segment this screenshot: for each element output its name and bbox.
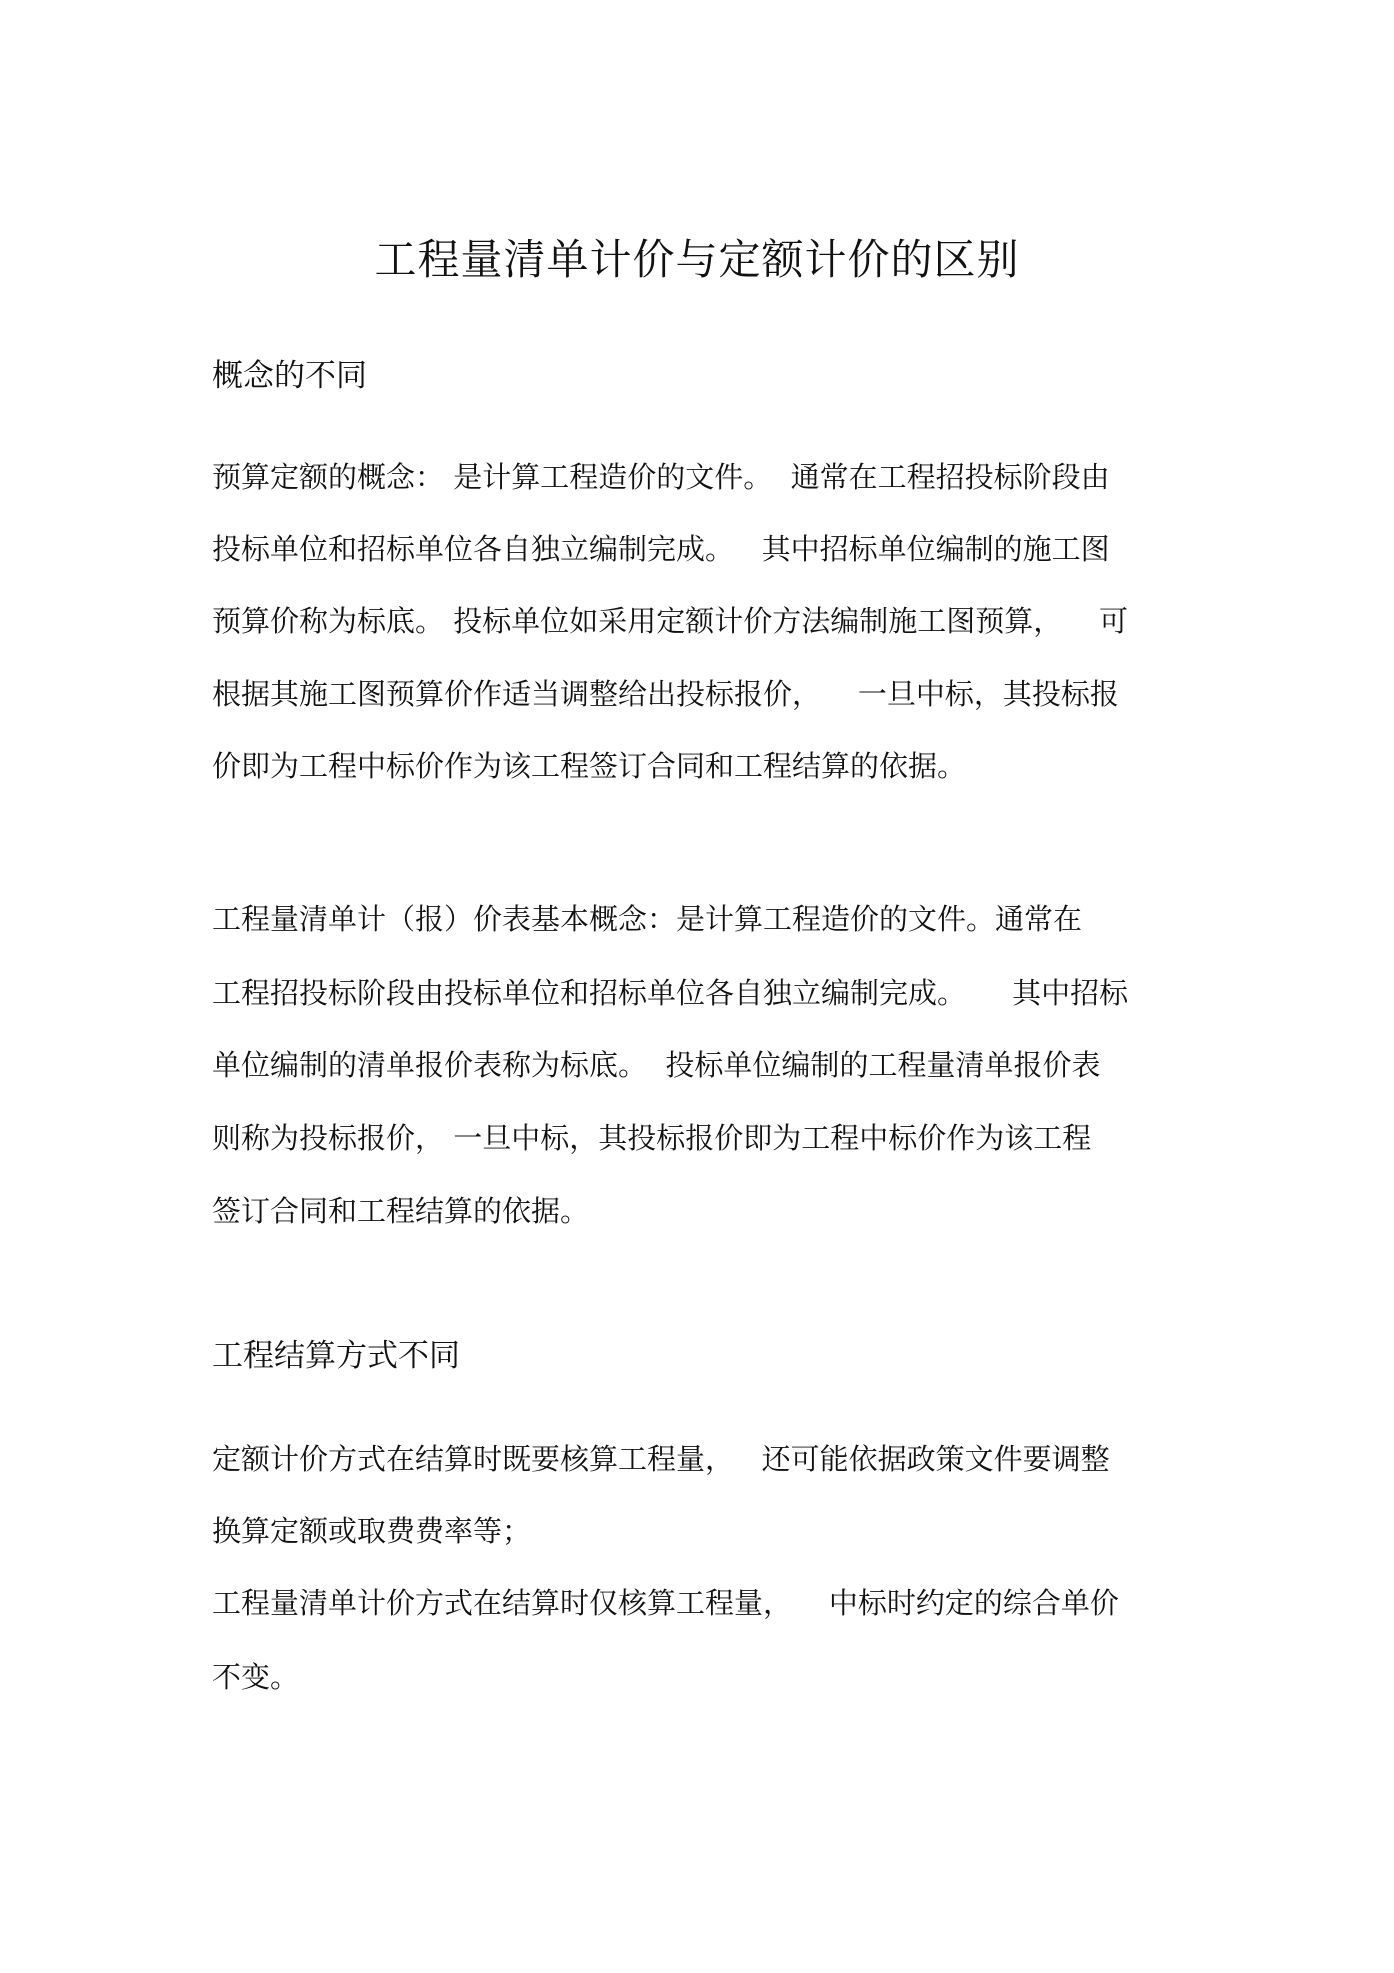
paragraph-line: 单位编制的清单报价表称为标底。 投标单位编制的工程量清单报价表 xyxy=(212,1048,1101,1082)
paragraph-line: 签订合同和工程结算的依据。 xyxy=(212,1194,590,1228)
paragraph-line: 不变。 xyxy=(212,1660,300,1694)
paragraph-line: 根据其施工图预算价作适当调整给出投标报价， 一旦中标，其投标报 xyxy=(212,677,1119,711)
paragraph-line: 工程招投标阶段由投标单位和招标单位各自独立编制完成。 其中招标 xyxy=(212,976,1129,1010)
paragraph-line: 投标单位和招标单位各自独立编制完成。 其中招标单位编制的施工图 xyxy=(212,532,1110,566)
paragraph-line: 价即为工程中标价作为该工程签订合同和工程结算的依据。 xyxy=(212,749,967,783)
paragraph-line: 预算价称为标底。 投标单位如采用定额计价方法编制施工图预算， 可 xyxy=(212,604,1129,638)
paragraph-line: 换算定额或取费费率等； xyxy=(212,1514,532,1548)
paragraph-line: 工程量清单计（报）价表基本概念：是计算工程造价的文件。通常在 xyxy=(212,902,1083,936)
paragraph-line: 预算定额的概念： 是计算工程造价的文件。 通常在工程招投标阶段由 xyxy=(212,460,1110,494)
paragraph-line: 则称为投标报价， 一旦中标，其投标报价即为工程中标价作为该工程 xyxy=(212,1121,1092,1155)
document-title: 工程量清单计价与定额计价的区别 xyxy=(374,235,1020,284)
section-heading-settlement: 工程结算方式不同 xyxy=(212,1338,460,1374)
section-heading-concept: 概念的不同 xyxy=(212,358,367,394)
paragraph-line: 定额计价方式在结算时既要核算工程量， 还可能依据政策文件要调整 xyxy=(212,1442,1110,1476)
paragraph-line: 工程量清单计价方式在结算时仅核算工程量， 中标时约定的综合单价 xyxy=(212,1586,1119,1620)
